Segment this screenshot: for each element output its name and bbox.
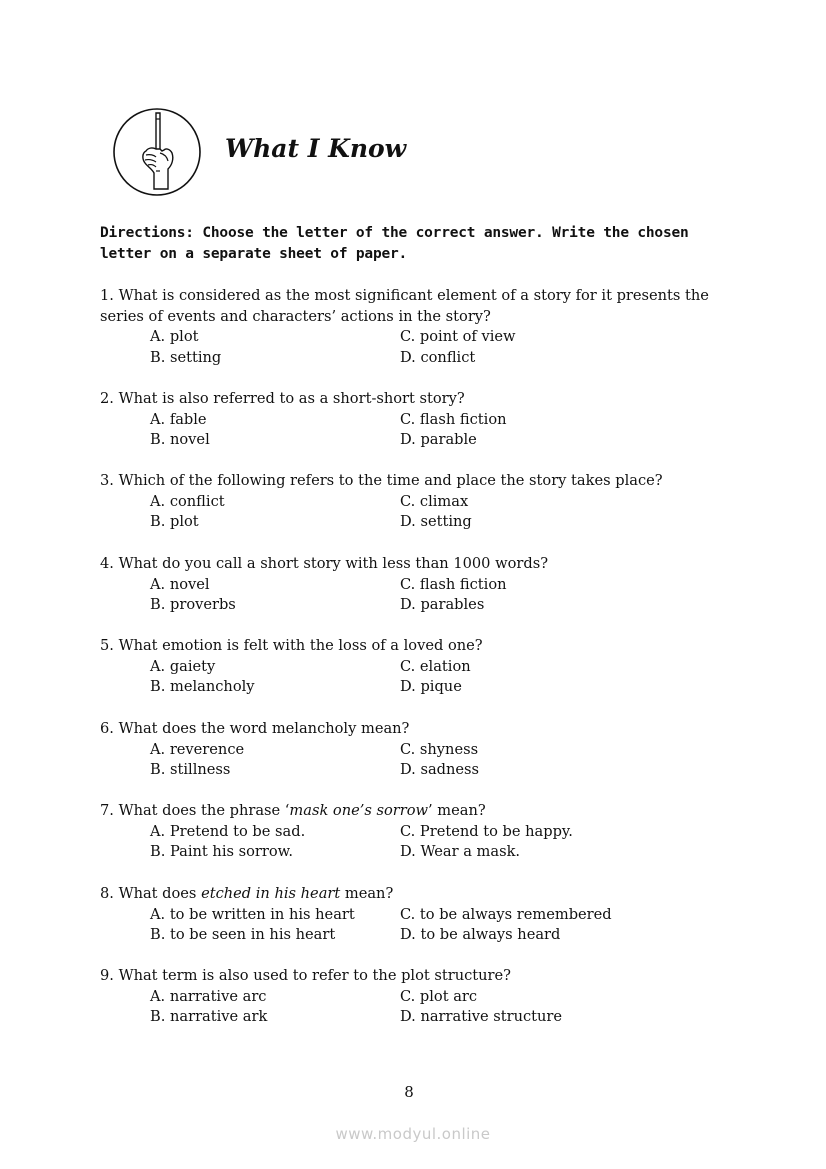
option-d: D. sadness [400,761,480,779]
option-c: C. elation [400,657,471,675]
question-5 [100,636,740,698]
question-stem: 1. What is considered as the most significant element of a story for it presents the series of events and characters’ actions in the story? [100,287,709,325]
option-c: C. Pretend to be happy. [400,822,573,840]
option-c: C. flash fiction [400,410,507,428]
question-stem: 2. What is also referred to as a short-short story? [100,390,465,407]
option-d: D. parable [400,431,477,449]
question-2 [100,389,740,451]
question-stem: 5. What emotion is felt with the loss of a loved one? [100,637,483,654]
option-b: B. setting [150,348,222,366]
option-b: B. plot [150,513,199,531]
option-d: D. narrative structure [400,1008,563,1026]
question-3 [100,471,740,533]
watermark: www.modyul.online [335,1125,491,1143]
question-stem: 4. What do you call a short story with less than 1000 words? [100,555,549,572]
option-c: C. flash fiction [400,575,507,593]
option-c: C. plot arc [400,987,478,1005]
option-c: C. shyness [400,740,479,758]
option-b: B. novel [150,431,210,449]
page-number: 8 [404,1083,414,1101]
option-a: A. narrative arc [150,987,267,1005]
option-a: A. Pretend to be sad. [150,822,306,840]
option-d: D. conflict [400,348,476,366]
option-b: B. to be seen in his heart [150,926,336,944]
option-a: A. fable [150,410,207,428]
emphasized-phrase: mask one’s sorrow [289,802,429,819]
option-d: D. setting [400,513,472,531]
option-a: A. gaiety [150,657,216,675]
option-a: A. reverence [150,740,245,758]
question-stem: 3. Which of the following refers to the time and place the story takes place? [100,472,663,489]
pencil-hand-icon [112,107,202,197]
directions-text: Directions: Choose the letter of the correct answer. Write the chosen letter on a separate sheet of paper. [100,225,689,262]
option-d: D. Wear a mask. [400,843,521,861]
option-d: D. to be always heard [400,926,561,944]
option-d: D. parables [400,596,485,614]
question-7 [100,801,740,863]
option-a: A. novel [150,575,210,593]
page-title: What I Know [225,134,407,163]
question-stem: 6. What does the word melancholy mean? [100,720,410,737]
option-b: B. melancholy [150,678,255,696]
option-b: B. stillness [150,761,231,779]
question-6 [100,719,740,781]
option-c: C. point of view [400,328,516,346]
question-8 [100,884,740,946]
option-c: C. climax [400,492,469,510]
option-b: B. Paint his sorrow. [150,843,294,861]
option-c: C. to be always remembered [400,905,612,923]
option-a: A. to be written in his heart [150,905,355,923]
option-a: A. plot [150,328,199,346]
option-d: D. pique [400,678,462,696]
emphasized-phrase: etched in his heart [201,885,341,902]
question-stem: 7. What does the phrase ‘mask one’s sorrow’ mean? [100,802,486,819]
option-a: A. conflict [150,492,225,510]
question-1 [100,286,740,368]
question-9 [100,966,740,1028]
question-stem: 9. What term is also used to refer to the plot structure? [100,967,511,984]
question-stem: 8. What does etched in his heart mean? [100,885,394,902]
question-4 [100,554,740,616]
option-b: B. narrative ark [150,1008,268,1026]
option-b: B. proverbs [150,596,236,614]
